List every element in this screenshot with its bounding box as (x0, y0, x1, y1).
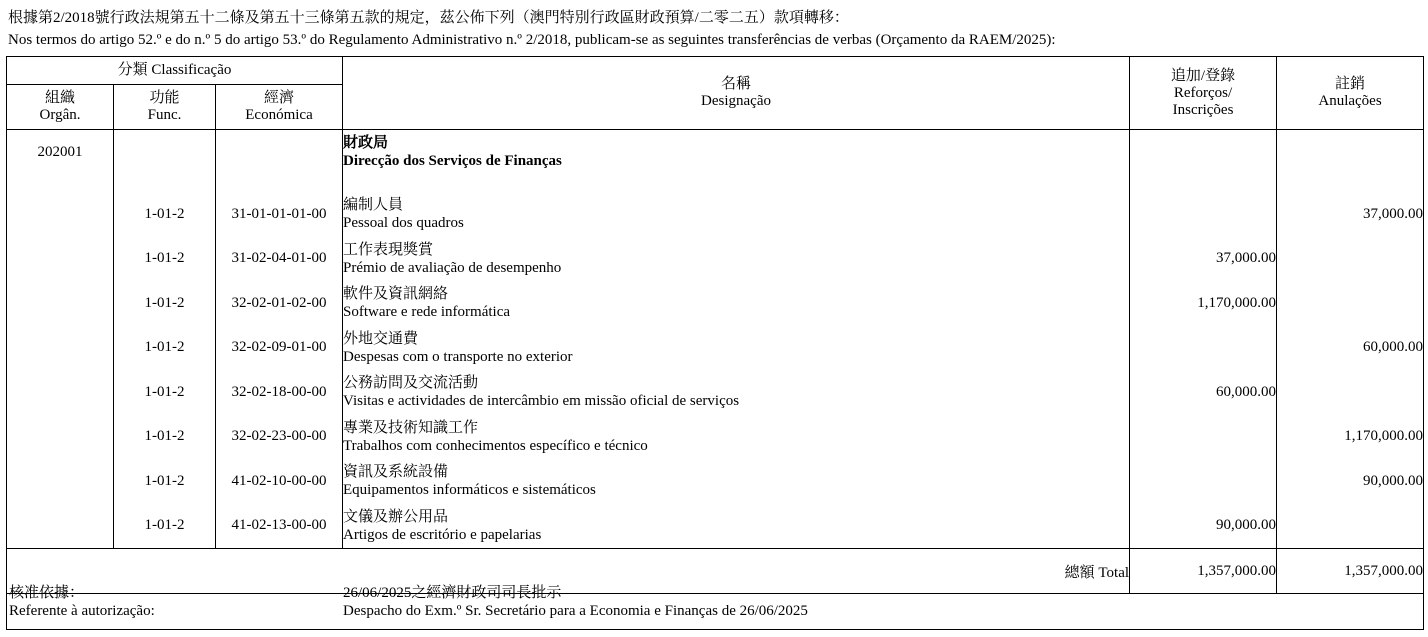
annulment-amount: 1,170,000.00 (1277, 415, 1424, 460)
reinforcement-amount: 90,000.00 (1130, 504, 1277, 549)
economic-code: 31-01-01-01-00 (216, 192, 343, 237)
authorization-right-border (1423, 578, 1424, 630)
annulment-amount (1277, 504, 1424, 549)
function-header: 功能 Func. (114, 85, 216, 130)
economic-code: 41-02-10-00-00 (216, 459, 343, 504)
organ-header: 組織 Orgân. (7, 85, 114, 130)
table-row (7, 192, 1424, 237)
designation: 公務訪問及交流活動 Visitas e actividades de intercâmbio em missão oficial de serviços (343, 370, 1130, 415)
total-reinforcements: 1,357,000.00 (1130, 549, 1277, 594)
reinforcement-amount: 37,000.00 (1130, 237, 1277, 282)
economic-code: 32-02-18-00-00 (216, 370, 343, 415)
economic-code: 41-02-13-00-00 (216, 504, 343, 549)
function-code: 1-01-2 (114, 192, 216, 237)
designation: 外地交通費 Despesas com o transporte no exterior (343, 326, 1130, 371)
designation: 工作表現獎賞 Prémio de avaliação de desempenho (343, 237, 1130, 282)
function-code: 1-01-2 (114, 415, 216, 460)
function-code: 1-01-2 (114, 370, 216, 415)
annulment-amount: 60,000.00 (1277, 326, 1424, 371)
designation: 編制人員 Pessoal dos quadros (343, 192, 1130, 237)
reinforcement-amount (1130, 326, 1277, 371)
annulment-amount (1277, 237, 1424, 282)
annulments-header: 註銷 Anulações (1277, 57, 1424, 130)
reinforcement-amount (1130, 415, 1277, 460)
table-row (7, 281, 1424, 326)
economic-code: 32-02-23-00-00 (216, 415, 343, 460)
designation: 資訊及系統設備 Equipamentos informáticos e sistemáticos (343, 459, 1130, 504)
economic-header: 經濟 Económica (216, 85, 343, 130)
function-code: 1-01-2 (114, 459, 216, 504)
intro-chinese: 根據第2/2018號行政法規第五十二條及第五十三條第五款的規定，茲公佈下列（澳門特別行政區財政預算/二零二五）款項轉移： (8, 10, 849, 26)
designation-header: 名稱 Designação (343, 57, 1130, 130)
organ-code: 202001 (7, 130, 114, 193)
table-row (7, 504, 1424, 549)
annulment-amount (1277, 370, 1424, 415)
function-code: 1-01-2 (114, 504, 216, 549)
table-row (7, 326, 1424, 371)
annulment-amount (1277, 281, 1424, 326)
function-code: 1-01-2 (114, 281, 216, 326)
classification-header: 分類 Classificação (7, 57, 343, 85)
reinforcement-amount: 1,170,000.00 (1130, 281, 1277, 326)
economic-code: 31-02-04-01-00 (216, 237, 343, 282)
function-code: 1-01-2 (114, 237, 216, 282)
function-code: 1-01-2 (114, 326, 216, 371)
economic-code: 32-02-09-01-00 (216, 326, 343, 371)
table-row (7, 459, 1424, 504)
authorization-label: 核准依據： Referente à autorização: (9, 585, 155, 619)
table-row-organ (7, 130, 1424, 193)
table-row (7, 237, 1424, 282)
reinforcements-header: 追加/登錄 Reforços/ Inscrições (1130, 57, 1277, 130)
total-annulments: 1,357,000.00 (1277, 549, 1424, 594)
organ-name: 財政局 Direcção dos Serviços de Finanças (343, 130, 1130, 193)
annulment-amount: 37,000.00 (1277, 192, 1424, 237)
authorization-left-border (6, 578, 7, 630)
economic-code: 32-02-01-02-00 (216, 281, 343, 326)
total-label: 總額 Total (7, 549, 1130, 594)
authorization-bottom-border (6, 629, 1423, 630)
table-row (7, 370, 1424, 415)
transfer-table (6, 56, 1424, 594)
reinforcement-amount: 60,000.00 (1130, 370, 1277, 415)
designation: 文儀及辦公用品 Artigos de escritório e papelarias (343, 504, 1130, 549)
annulment-amount: 90,000.00 (1277, 459, 1424, 504)
reinforcement-amount (1130, 192, 1277, 237)
table-row (7, 415, 1424, 460)
designation: 專業及技術知識工作 Trabalhos com conhecimentos específico e técnico (343, 415, 1130, 460)
intro-portuguese: Nos termos do artigo 52.º e do n.º 5 do artigo 53.º do Regulamento Administrativo n.º 2/2018, publicam-se as seguintes transferências de verbas (Orçamento da RAEM/2025): (8, 32, 1056, 48)
reinforcement-amount (1130, 459, 1277, 504)
authorization-text: 26/06/2025之經濟財政司司長批示 Despacho do Exm.º Sr. Secretário para a Economia e Finanças de 26/06/2025 (343, 585, 808, 619)
designation: 軟件及資訊網絡 Software e rede informática (343, 281, 1130, 326)
